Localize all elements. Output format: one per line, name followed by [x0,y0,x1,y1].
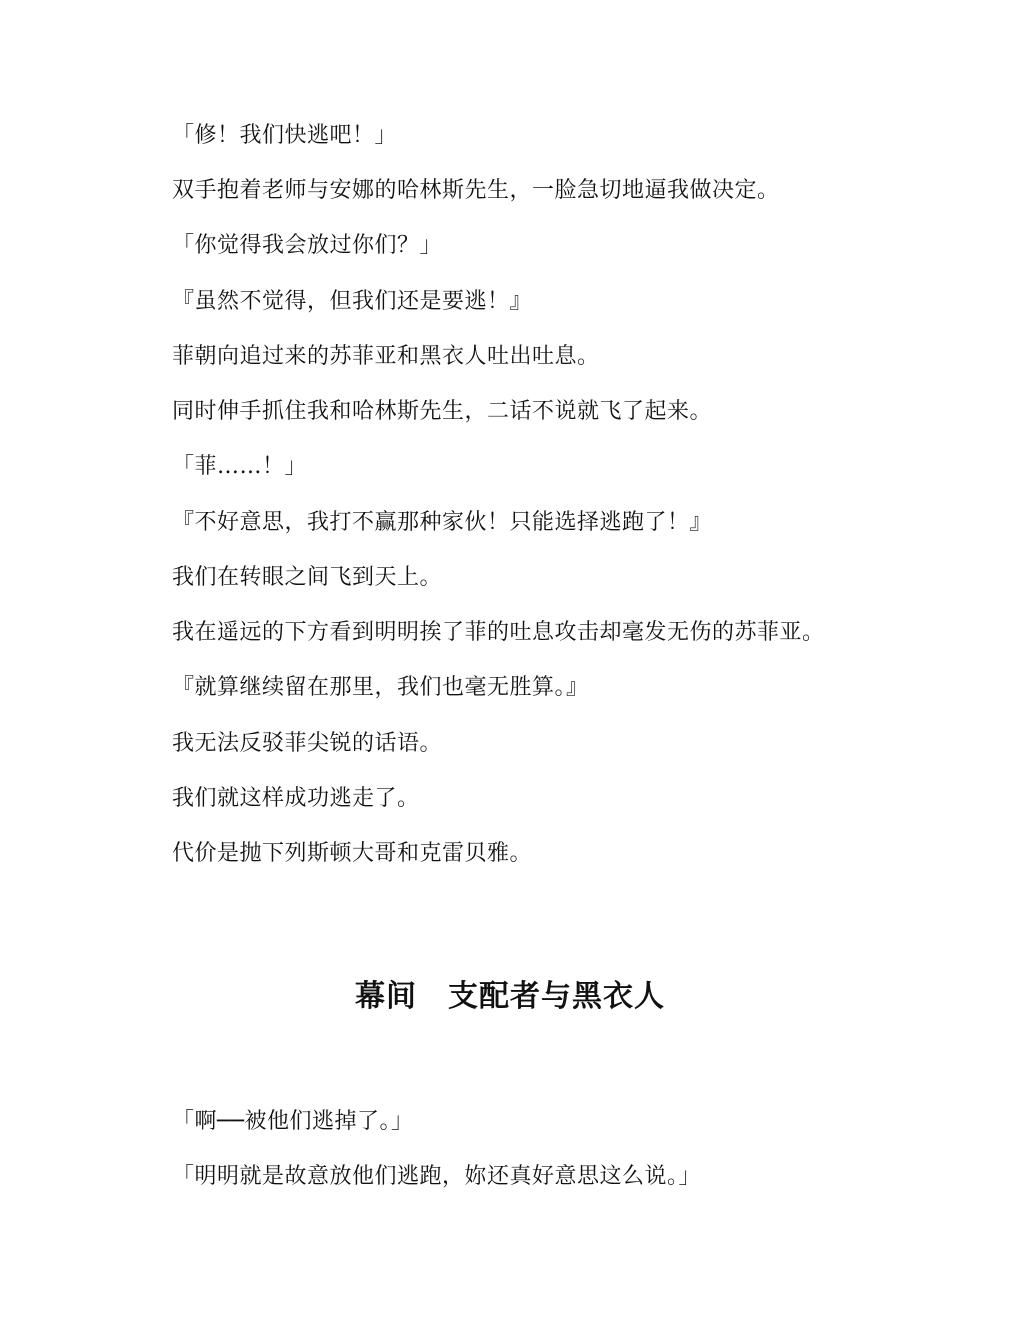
paragraph: 同时伸手抓住我和哈林斯先生，二话不说就飞了起来。 [172,399,713,424]
paragraph: 『虽然不觉得，但我们还是要逃！』 [172,289,533,314]
paragraph: 我无法反驳菲尖锐的话语。 [172,731,443,756]
paragraph: 「你觉得我会放过你们？」 [172,233,443,258]
paragraph: 「啊──被他们逃掉了。」 [172,1109,414,1134]
paragraph: 「菲……！」 [172,454,308,479]
chapter-title: 幕间 支配者与黑衣人 [355,979,665,1014]
paragraph: 我们在转眼之间飞到天上。 [172,565,443,590]
paragraph: 「明明就是故意放他们逃跑，妳还真好意思这么说。」 [172,1164,702,1189]
paragraph: 『就算继续留在那里，我们也毫无胜算。』 [172,675,589,700]
paragraph: 我们就这样成功逃走了。 [172,786,420,811]
paragraph: 菲朝向追过来的苏菲亚和黑衣人吐出吐息。 [172,344,600,369]
paragraph: 「修！我们快逃吧！」 [172,123,398,148]
paragraph: 『不好意思，我打不赢那种家伙！只能选择逃跑了！』 [172,510,713,535]
paragraph: 双手抱着老师与安娜的哈林斯先生，一脸急切地逼我做决定。 [172,178,780,203]
paragraph: 我在遥远的下方看到明明挨了菲的吐息攻击却毫发无伤的苏菲亚。 [172,620,825,645]
paragraph: 代价是抛下列斯顿大哥和克雷贝雅。 [172,841,533,866]
